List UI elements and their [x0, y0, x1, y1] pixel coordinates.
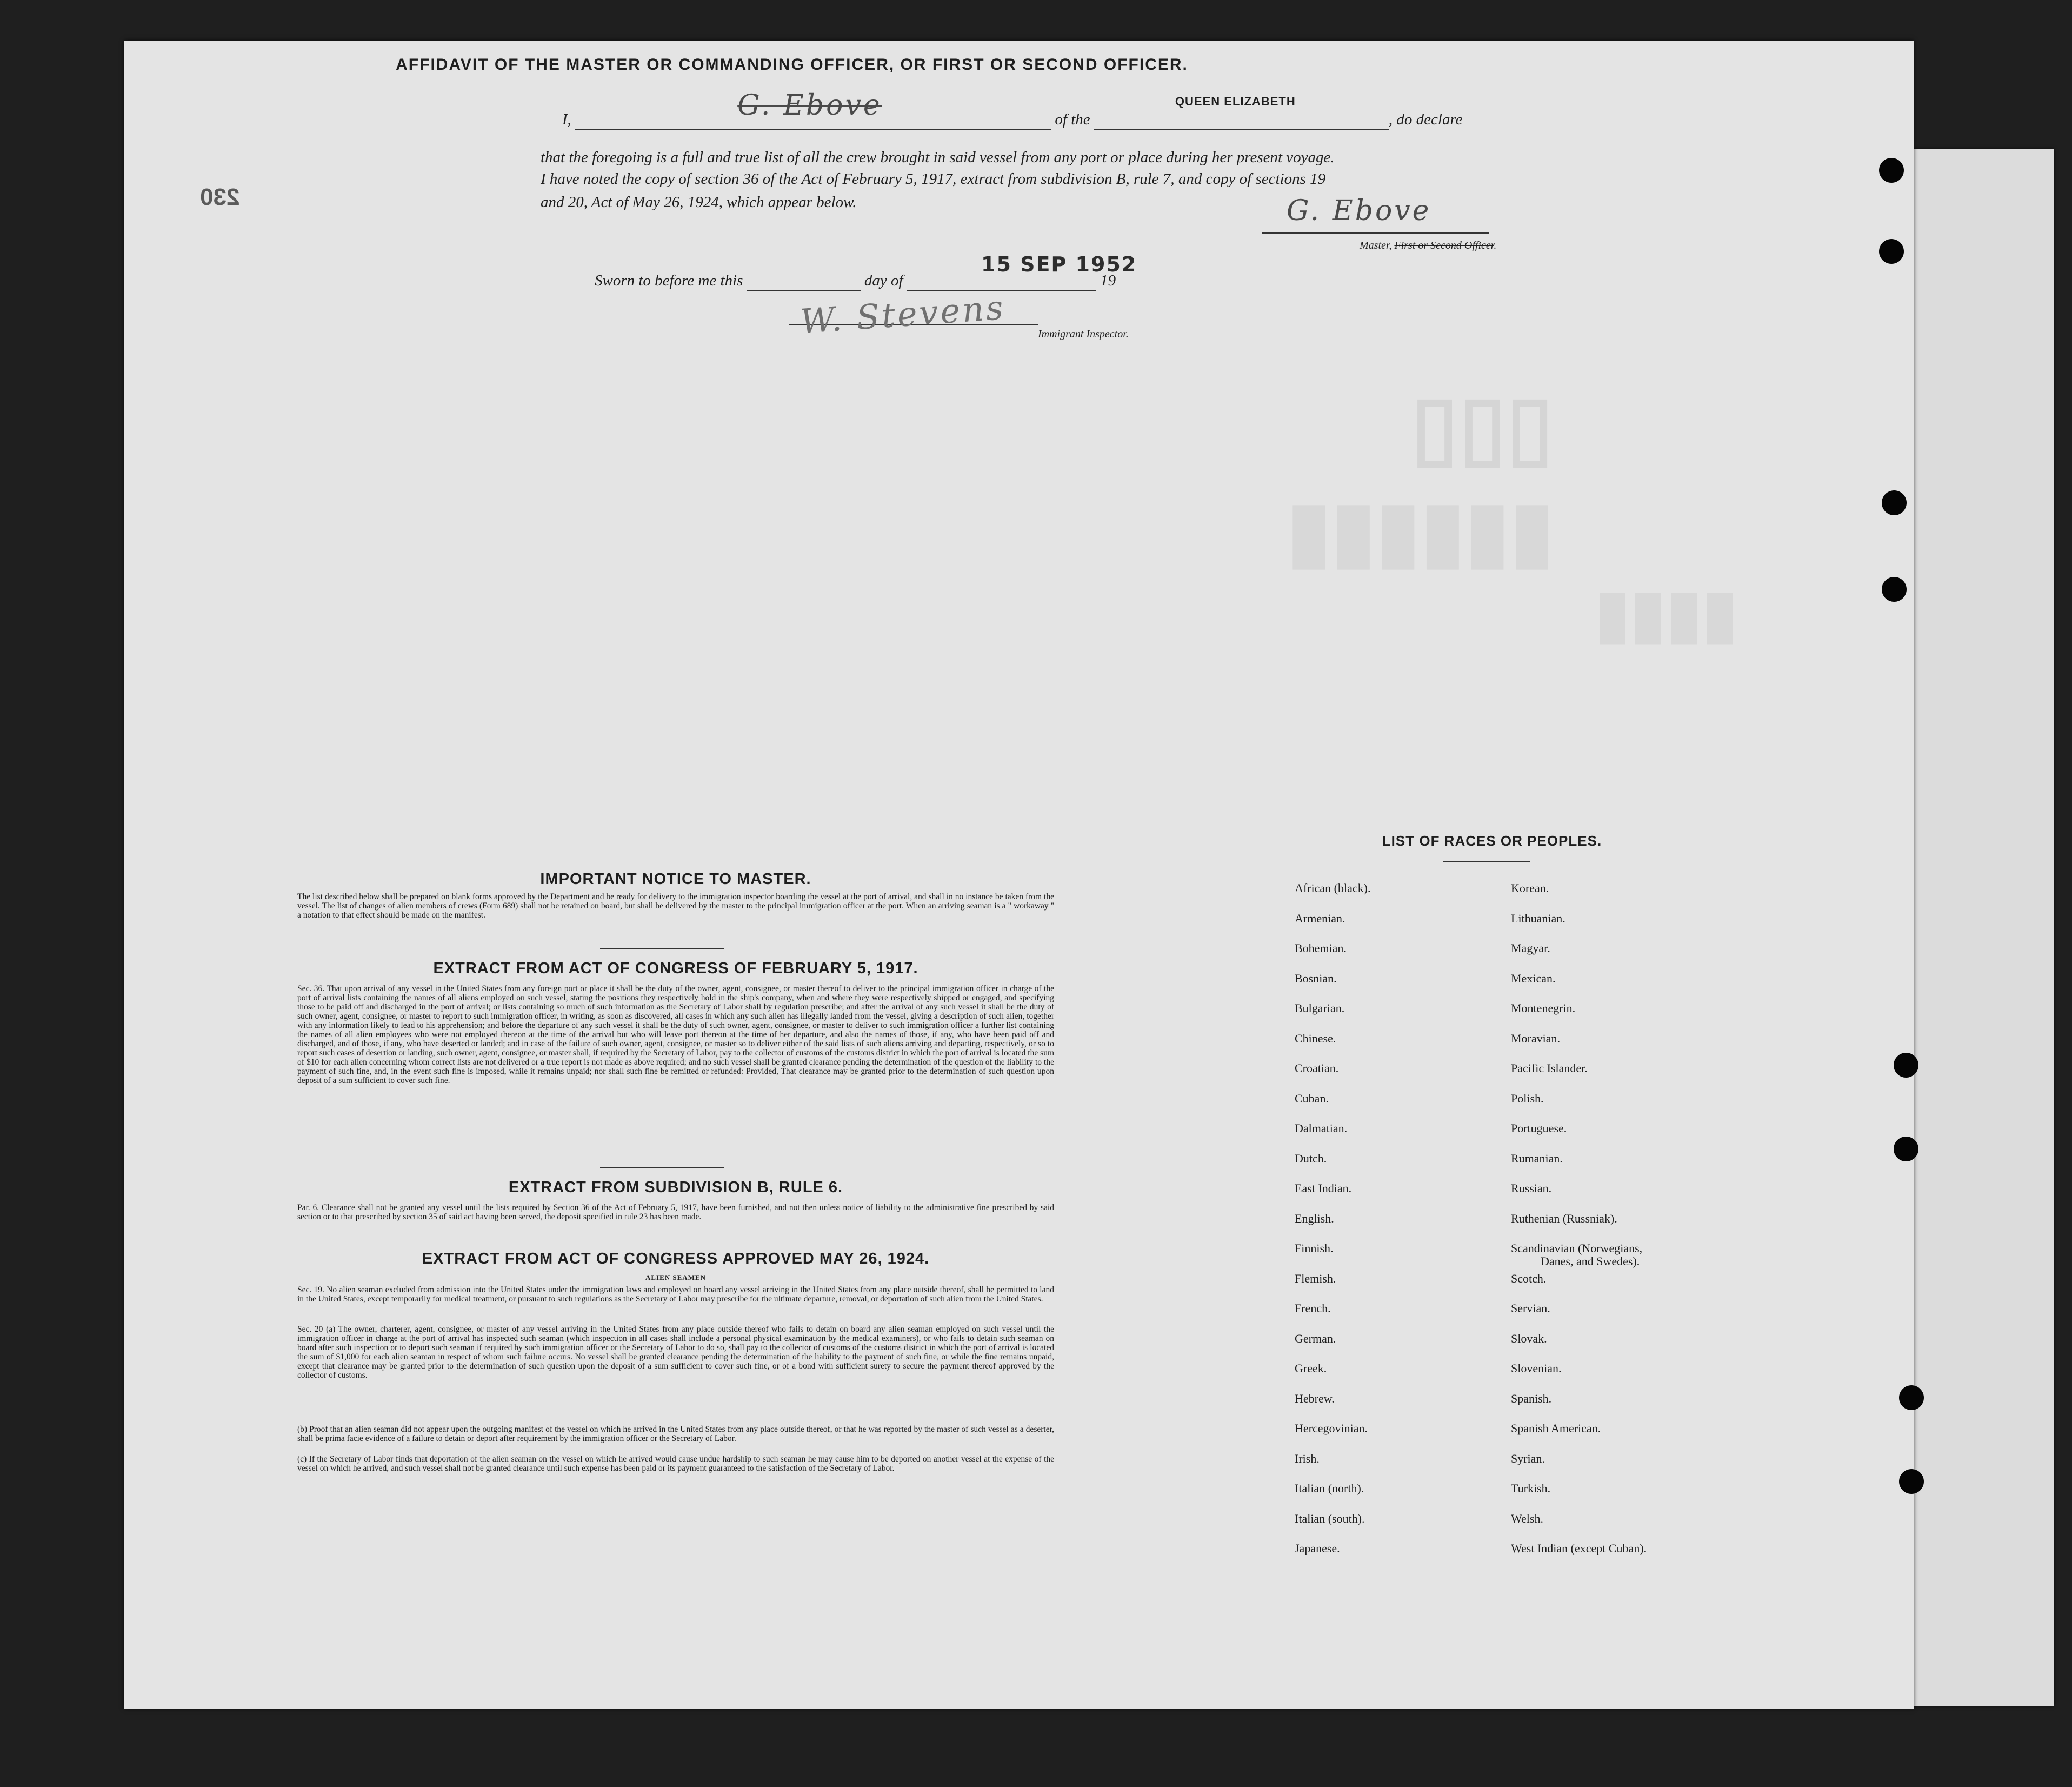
i-prefix: I, — [562, 111, 571, 128]
race-item: Turkish. — [1511, 1482, 1551, 1495]
race-item: Flemish. — [1295, 1272, 1336, 1285]
signer-handwritten-name: G. Ebove — [737, 89, 882, 122]
sworn-day-blank — [747, 272, 861, 291]
race-item: Scotch. — [1511, 1272, 1547, 1285]
race-item: Ruthenian (Russniak). — [1511, 1212, 1617, 1225]
race-item: Montenegrin. — [1511, 1001, 1576, 1015]
day-of-label: day of — [864, 272, 903, 289]
binder-hole — [1879, 158, 1904, 183]
binder-hole — [1894, 1053, 1918, 1078]
declaration-line-2: that the foregoing is a full and true list of all the crew brought in said vessel from any port or place during her present voyage. — [541, 149, 1335, 166]
document-sheet — [124, 41, 1914, 1709]
race-item: Hercegovinian. — [1295, 1421, 1368, 1435]
race-item: Mexican. — [1511, 972, 1556, 985]
subdivision-title: EXTRACT FROM SUBDIVISION B, RULE 6. — [508, 1179, 843, 1196]
extract-1917-body: Sec. 36. That upon arrival of any vessel in the United States from any foreign port or place it shall be the duty of the owner, agent, consignee, or master thereof to deliver to the principal immigration officer in charge of the port of arrival lists containing the names of all aliens employed on such vessel, stating the positions they respectively hold in the ship's company, when and where they were respectively shipped or engaged, and specifying those to be paid off and discharged in the port of arrival; or lists containing so much of such information as the Secretary of Labor shall by regulation prescribe; and after the arrival of any such vessel it shall be the duty of such owner, agent, consignee, or master to report to such immigration officer, in writing, as soon as discovered, all cases in which any such alien has illegally landed from the vessel, giving a description of such alien, together with any information likely to lead to his apprehension; and before the departure of any such vessel it shall be the duty of such owner, agent, consignee, or master to deliver to such immigration officer a further list containing the names of all alien employees who were not employed thereon at the time of the arrival but who will leave port thereon at the time of her departure, and also the names of those, if any, who have been paid off and discharged, and of those, if any, who have deserted or landed; and in case of the failure of such owner, agent, consignee, or master so to deliver either of the said lists of such aliens arriving and departing, respectively, or so to report such cases of desertion or landing, such owner, agent, consignee, or master shall, if required by the Secretary of Labor, pay to the collector of customs of the customs district in which the port of arrival is located the sum of $10 for each alien concerning whom correct lists are not delivered or a true report is not made as above required; and no such vessel shall be granted clearance pending the determination of the question of the liability to the payment of such fine, and, in the event such fine is imposed, while it remains unpaid; nor shall such fine be remitted or refunded: Provided, That clearance may be granted prior to the determination of such question upon deposit of a sum sufficient to cover such fine. — [297, 984, 1054, 1085]
sworn-text: Sworn to before me this — [595, 272, 743, 289]
declaration-line-1 — [562, 89, 1678, 143]
bleed-through-mark: ▮▮▮▮▮▮ — [1287, 485, 1555, 576]
race-item: Scandinavian (Norwegians, — [1511, 1241, 1643, 1255]
race-item: Spanish American. — [1511, 1421, 1601, 1435]
race-item: Welsh. — [1511, 1512, 1543, 1525]
divider — [600, 948, 724, 949]
subdivision-body: Par. 6. Clearance shall not be granted any vessel until the lists required by Section 36 of the Act of February 5, 1917, have been furnished, and not then unless notice of liability to the administrative fine prescribed by said section or to that prescribed by section 35 of said act having been served, the deposit specified in rule 23 has been made. — [297, 1203, 1054, 1221]
race-item: West Indian (except Cuban). — [1511, 1542, 1647, 1555]
extract-1924-subtitle: ALIEN SEAMEN — [645, 1273, 707, 1281]
master-caption-struck: First or Second Officer — [1394, 240, 1494, 251]
races-title: LIST OF RACES OR PEOPLES. — [1382, 833, 1602, 849]
race-item: Russian. — [1511, 1181, 1552, 1195]
extract-1917-title: EXTRACT FROM ACT OF CONGRESS OF FEBRUARY 5, 1917. — [433, 960, 918, 977]
race-item: Dutch. — [1295, 1152, 1327, 1165]
vessel-name-blank — [1094, 95, 1389, 130]
race-item: Armenian. — [1295, 912, 1345, 925]
notice-title: IMPORTANT NOTICE TO MASTER. — [540, 871, 811, 888]
race-item: Greek. — [1295, 1361, 1327, 1375]
race-item: Slovenian. — [1511, 1361, 1562, 1375]
master-caption-prefix: Master, — [1360, 240, 1392, 251]
date-stamp: 15 SEP 1952 — [981, 253, 1137, 276]
divider — [600, 1167, 724, 1168]
master-caption-suffix: . — [1494, 240, 1497, 251]
races-left-column — [1295, 881, 1500, 1600]
binder-hole — [1882, 577, 1907, 602]
race-item: African (black). — [1295, 881, 1371, 895]
race-item: Chinese. — [1295, 1032, 1336, 1045]
race-item: Italian (south). — [1295, 1512, 1365, 1525]
master-signature-line — [1262, 232, 1489, 234]
of-the-label: of the — [1055, 111, 1090, 128]
race-item: East Indian. — [1295, 1181, 1352, 1195]
declaration-line-4: and 20, Act of May 26, 1924, which appear below. — [541, 194, 857, 211]
race-item: Italian (north). — [1295, 1482, 1364, 1495]
race-item: Polish. — [1511, 1092, 1544, 1105]
race-item: Magyar. — [1511, 941, 1550, 955]
notice-body: The list described below shall be prepared on blank forms approved by the Department and be ready for delivery to the immigration inspector boarding the vessel at the port of arrival, and shall in no instance be taken from the vessel. The list of changes of alien members of crews (Form 689) shall not be retained on board, but shall be delivered by the master to the principal immigration officer at the port. When an arriving seaman is a " workaway " a notation to that effect should be made on the manifest. — [297, 892, 1054, 920]
race-item: Servian. — [1511, 1301, 1550, 1315]
race-item-continuation: Danes, and Swedes). — [1541, 1254, 1640, 1268]
race-item: Cuban. — [1295, 1092, 1329, 1105]
race-item: English. — [1295, 1212, 1334, 1225]
race-item: Dalmatian. — [1295, 1121, 1348, 1135]
master-caption — [1360, 240, 1496, 252]
race-item: Irish. — [1295, 1452, 1320, 1465]
signer-name-blank — [575, 89, 1051, 130]
race-item: Moravian. — [1511, 1032, 1561, 1045]
race-item: Pacific Islander. — [1511, 1061, 1588, 1075]
races-right-column — [1511, 881, 1781, 1600]
bleed-through-mark: ▯▯▯ — [1411, 378, 1554, 475]
race-item: German. — [1295, 1332, 1336, 1345]
master-signature: G. Ebove — [1287, 195, 1431, 227]
binder-hole — [1899, 1385, 1924, 1410]
inspector-caption: Immigrant Inspector. — [1038, 328, 1129, 340]
race-item: Spanish. — [1511, 1392, 1552, 1405]
inspector-signature: W. Stevens — [798, 287, 1007, 342]
vessel-name: QUEEN ELIZABETH — [1175, 95, 1296, 108]
race-item: Lithuanian. — [1511, 912, 1565, 925]
year-prefix: 19 — [1100, 272, 1116, 289]
race-item: Syrian. — [1511, 1452, 1545, 1465]
race-item: Portuguese. — [1511, 1121, 1567, 1135]
binder-hole — [1894, 1137, 1918, 1161]
race-item: Croatian. — [1295, 1061, 1339, 1075]
sworn-line — [595, 272, 1297, 291]
binder-hole — [1879, 239, 1904, 264]
race-item: Hebrew. — [1295, 1392, 1335, 1405]
extract-1924-sec20a: Sec. 20 (a) The owner, charterer, agent, consignee, or master of any vessel arriving in the United States from any place outside thereof who fails to detain on board any alien seaman employed on such vessel until the immigration officer in charge at the port of arrival has inspected such seaman (which inspection in all cases shall include a personal physical examination by the medical examiners), or who fails to detain such seaman on board after such inspection or to deport such seaman if required by such immigration officer or the Secretary of Labor to do so, shall pay to the collector of customs of the customs district in which the port of arrival is located the sum of $1,000 for each alien seaman in respect of whom such failure occurs. No vessel shall be granted clearance pending the determination of the liability to the payment of such fine, or while the fine remains unpaid, except that clearance may be granted prior to the determination of such question upon the deposit of a sum sufficient to cover such fine, or of a bond with sufficient surety to secure the payment thereof approved by the collector of customs. — [297, 1325, 1054, 1380]
bleed-through-mark: ▮▮▮▮ — [1595, 577, 1738, 649]
race-item: Bulgarian. — [1295, 1001, 1345, 1015]
divider — [1443, 861, 1530, 862]
race-item: Rumanian. — [1511, 1152, 1563, 1165]
affidavit-title: AFFIDAVIT OF THE MASTER OR COMMANDING OFFICER, OR FIRST OR SECOND OFFICER. — [396, 56, 1188, 74]
race-item: Slovak. — [1511, 1332, 1547, 1345]
binder-hole — [1899, 1469, 1924, 1494]
race-item: Korean. — [1511, 881, 1549, 895]
extract-1924-sec20c: (c) If the Secretary of Labor finds that deportation of the alien seaman on the vessel on which he arrived would cause undue hardship to such seaman he may cause him to be deported on another vessel at the expense of the vessel on which he arrived, and such vessel shall not be granted clearance until such expense has been paid or its payment guaranteed to the satisfaction of the Secretary of Labor. — [297, 1454, 1054, 1473]
side-page-number: 230 — [200, 184, 240, 210]
race-item: French. — [1295, 1301, 1331, 1315]
race-item: Bohemian. — [1295, 941, 1347, 955]
race-item: Japanese. — [1295, 1542, 1340, 1555]
do-declare-label: , do declare — [1388, 111, 1463, 128]
declaration-line-3: I have noted the copy of section 36 of the Act of February 5, 1917, extract from subdivision B, rule 7, and copy of sections 19 — [541, 170, 1326, 188]
extract-1924-title: EXTRACT FROM ACT OF CONGRESS APPROVED MAY 26, 1924. — [422, 1250, 930, 1267]
extract-1924-sec20b: (b) Proof that an alien seaman did not appear upon the outgoing manifest of the vessel on which he arrived in the United States from any place outside thereof, or that he was reported by the master of such vessel as a deserter, shall be prima facie evidence of a failure to detain or deport after requirement by the immigration officer or the Secretary of Labor. — [297, 1425, 1054, 1443]
race-item: Finnish. — [1295, 1241, 1334, 1255]
extract-1924-sec19: Sec. 19. No alien seaman excluded from admission into the United States under the immigration laws and employed on board any vessel arriving in the United States from any place outside thereof, shall be permitted to land in the United States, except temporarily for medical treatment, or pursuant to such regulations as the Secretary of Labor may prescribe for the ultimate departure, removal, or deportation of such alien from the United States. — [297, 1285, 1054, 1304]
binder-hole — [1882, 490, 1907, 515]
race-item: Bosnian. — [1295, 972, 1337, 985]
